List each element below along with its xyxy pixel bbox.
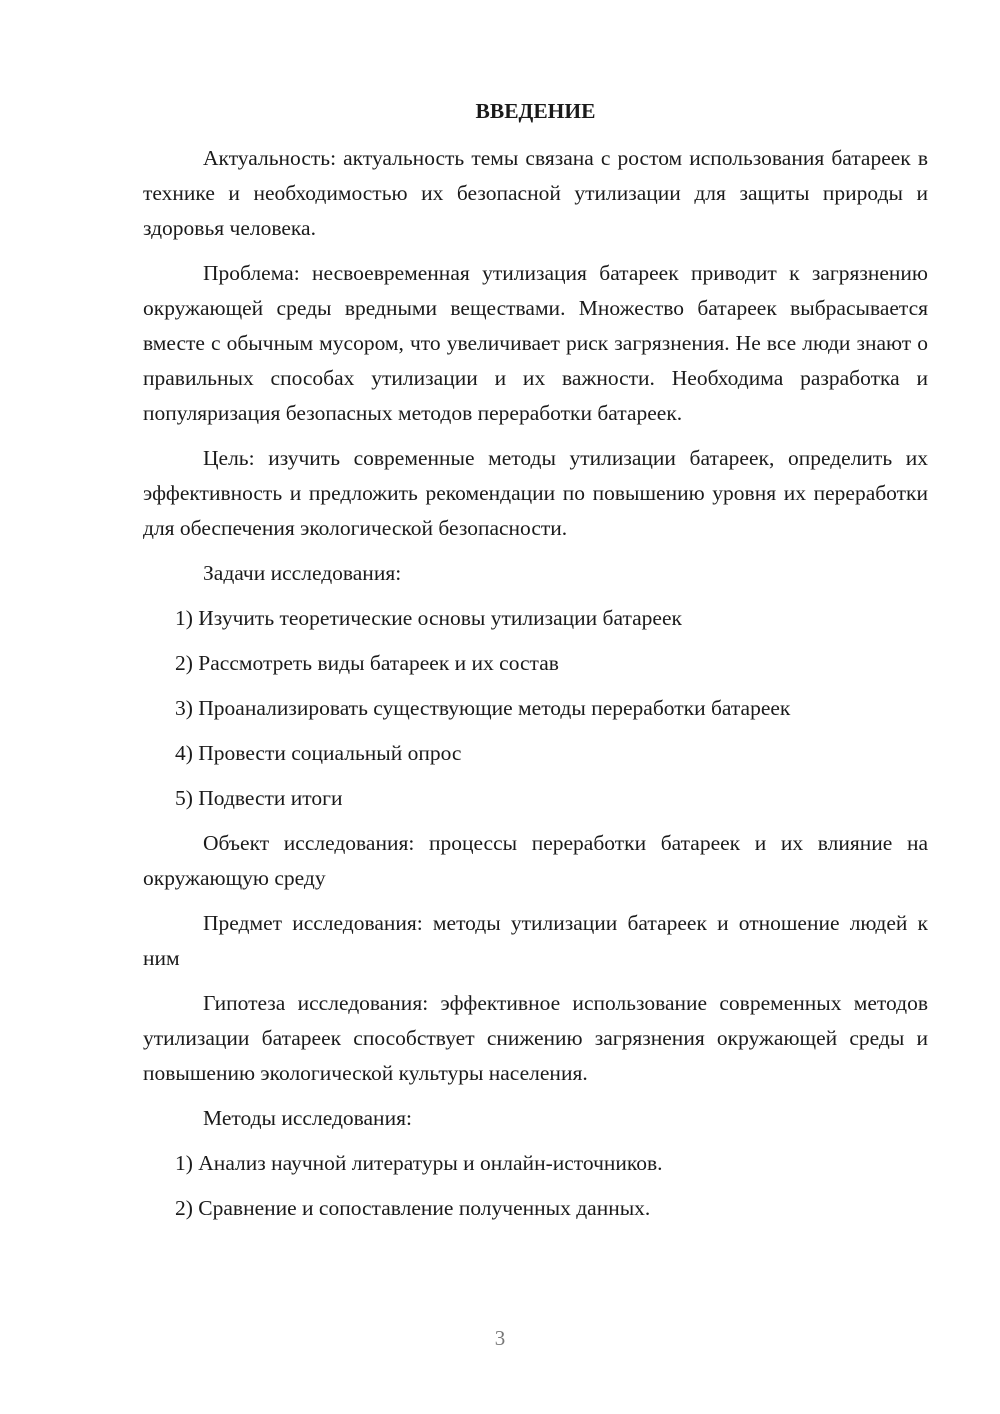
- list-item: 3) Проанализировать существующие методы переработки батареек: [175, 696, 791, 720]
- problem-paragraph: Проблема: несвоевременная утилизация батареек приводит к загрязнению окружающей среды вредными веществами. Множество батареек выбрасывается вместе с обычным мусором, что увеличивает риск загрязнения. Не все люди знают о правильных способах утилизации и их важности. Необходима разработка и популяризация безопасных методов переработки батареек.: [143, 261, 928, 425]
- tasks-list: [143, 601, 928, 816]
- list-item: 1) Анализ научной литературы и онлайн-источников.: [175, 1151, 663, 1175]
- list-item: 2) Рассмотреть виды батареек и их состав: [175, 651, 559, 675]
- relevance-paragraph: Актуальность: актуальность темы связана с ростом использования батареек в технике и необходимостью их безопасной утилизации для защиты природы и здоровья человека.: [143, 146, 928, 240]
- hypothesis-paragraph: Гипотеза исследования: эффективное использование современных методов утилизации батареек способствует снижению загрязнения окружающей среды и повышению экологической культуры населения.: [143, 991, 928, 1085]
- list-item: 2) Сравнение и сопоставление полученных данных.: [175, 1196, 651, 1220]
- document-page: [143, 94, 928, 1236]
- list-item: 5) Подвести итоги: [175, 786, 343, 810]
- list-item: 1) Изучить теоретические основы утилизации батареек: [175, 606, 682, 630]
- methods-label: Методы исследования:: [203, 1106, 412, 1130]
- object-paragraph: Объект исследования: процессы переработки батареек и их влияние на окружающую среду: [143, 831, 928, 890]
- page-number: 3: [494, 1326, 506, 1350]
- list-item: 4) Провести социальный опрос: [175, 741, 462, 765]
- tasks-label: Задачи исследования:: [203, 561, 402, 585]
- methods-list: [143, 1146, 928, 1226]
- subject-paragraph: Предмет исследования: методы утилизации батареек и отношение людей к ним: [143, 911, 928, 970]
- goal-paragraph: Цель: изучить современные методы утилизации батареек, определить их эффективность и предложить рекомендации по повышению уровня их переработки для обеспечения экологической безопасности.: [143, 446, 928, 540]
- section-heading: ВВЕДЕНИЕ: [475, 99, 596, 123]
